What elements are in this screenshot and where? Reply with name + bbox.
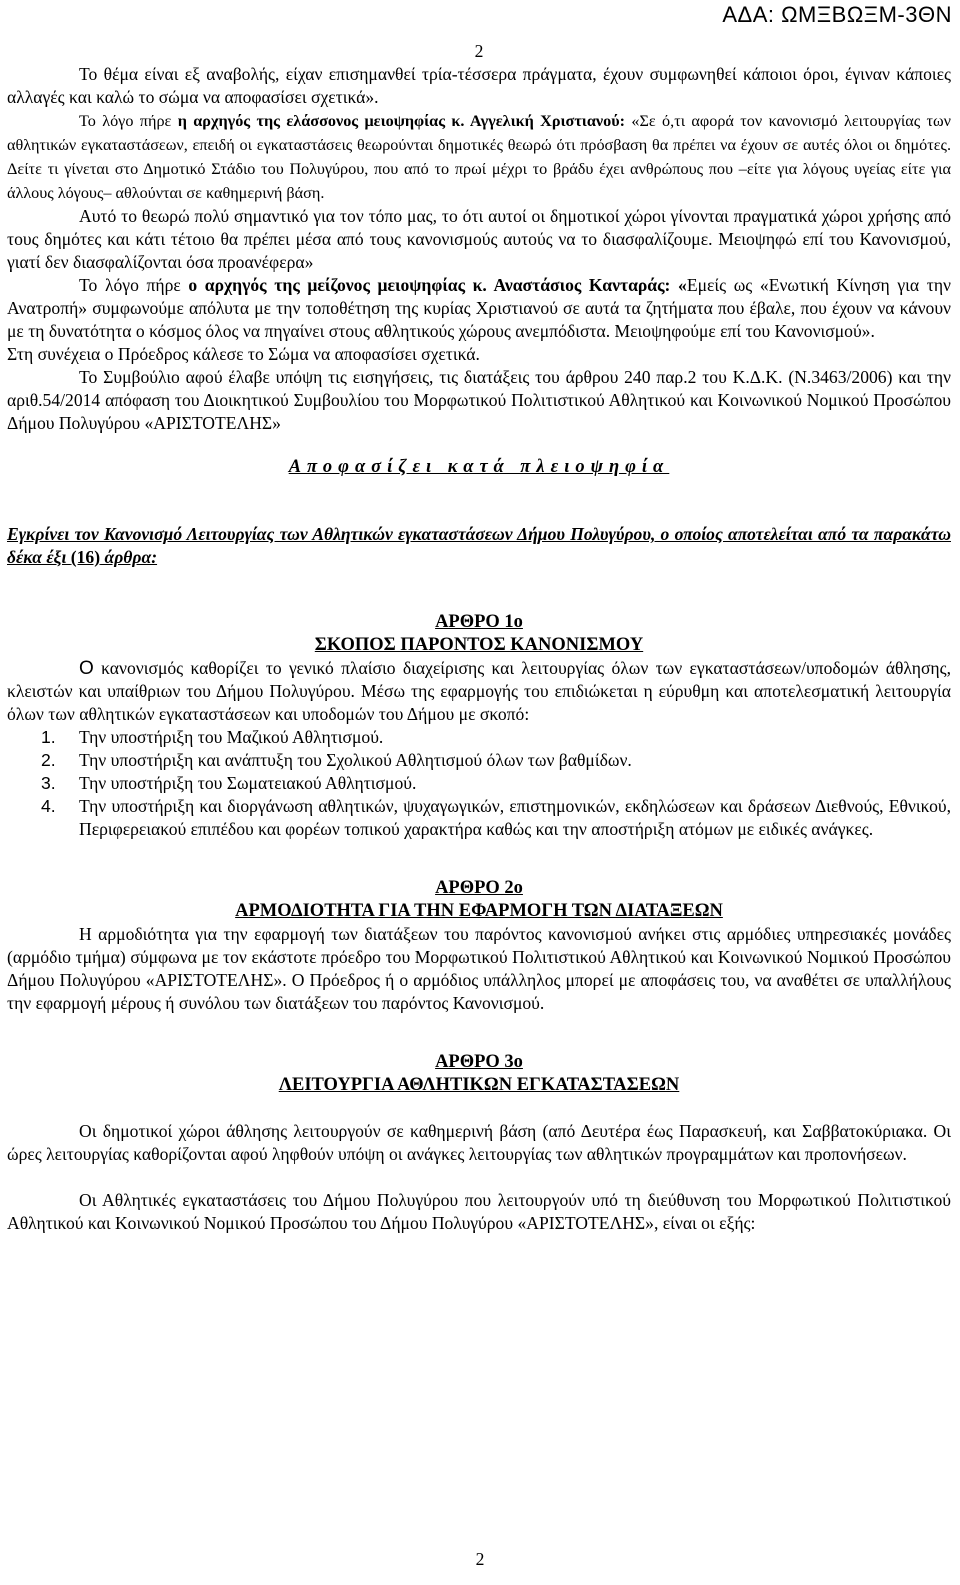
speech-christianou: «Σε ό,τι αφορά τον κανονισμό λειτουργίας των αθλητικών εγκαταστάσεων, επειδή οι εγκαταστάσεις θεωρούνται δημοτικές θεωρώ ότι πρόσβαση θα πρέπει να έχουν σε αυτές όλοι οι δημότες. Δείτε τι γίνεται στο Δημοτικό Στάδιο του Πολυγύρου, που από το πρωί μέχρι το βράδυ έχει ανθρώπους που –είτε για λόγους υγείας είτε για άλλους λόγους– αθλούνται σε καθημερινή βάση. bbox=[7, 112, 951, 202]
paragraph-president-closing: Το θέμα είναι εξ αναβολής, είχαν επισημανθεί τρία-τέσσερα πράγματα, έχουν συμφωνηθεί κάποιοι όροι, έγιναν κάποιες αλλαγές και καλώ το σώμα να αποφασίσει σχετικά». bbox=[7, 64, 951, 107]
list-item bbox=[7, 749, 951, 772]
paragraph-president-call: Στη συνέχεια ο Πρόεδρος κάλεσε το Σώμα να αποφασίσει σχετικά. bbox=[7, 344, 480, 364]
list-item bbox=[7, 772, 951, 795]
list-text: Την υποστήριξη του Σωματειακού Αθλητισμού. bbox=[79, 773, 417, 793]
article-1-intro bbox=[7, 657, 951, 726]
article-3-number: ΑΡΘΡΟ 3ο bbox=[435, 1052, 523, 1072]
list-number: 1. bbox=[41, 727, 56, 747]
list-text: Την υποστήριξη και ανάπτυξη του Σχολικού Αθλητισμού όλων των βαθμίδων. bbox=[79, 750, 632, 770]
article-3-body-1: Οι δημοτικοί χώροι άθλησης λειτουργούν σε καθημερινή βάση (από Δευτέρα έως Παρασκευή, και Σαββατοκύριακα. Οι ώρες λειτουργίας καθορίζονται αφού ληφθούν υπόψη οι ανάγκες λειτουργίας των αθλητικών προγραμμάτων και προπονήσεων. bbox=[7, 1121, 951, 1164]
speaker-christianou: η αρχηγός της ελάσσονος μειοψηφίας κ. Αγγελική Χριστιανού: bbox=[177, 112, 625, 130]
article-1-intro-text: κανονισμός καθορίζει το γενικό πλαίσιο διαχείρισης και λειτουργίας όλων των εγκαταστάσεων/υποδομών άθλησης, κλειστών και υπαίθριων του Δήμου Πολυγύρου. Μέσω της εφαρμογής του επιδιώκεται η εύρυθμη και αποτελεσματική λειτουργία όλων των αθλητικών εγκαταστάσεων και υποδομών του Δήμου με σκοπό: bbox=[7, 658, 951, 724]
approval-tail: άρθρα: bbox=[100, 547, 158, 567]
article-1-initial: Ο bbox=[79, 658, 94, 679]
decision-heading: Αποφασίζει κατά πλειοψηφία bbox=[288, 457, 670, 477]
list-text: Την υποστήριξη του Μαζικού Αθλητισμού. bbox=[79, 727, 384, 747]
approval-statement bbox=[7, 523, 951, 569]
article-3-body-2: Οι Αθλητικές εγκαταστάσεις του Δήμου Πολυγύρου που λειτουργούν υπό τη διεύθυνση του Μορφωτικού Πολιτιστικού Αθλητικού και Κοινωνικού Νομικού Προσώπου του Δήμου Πολυγύρου «ΑΡΙΣΤΟΤΕΛΗΣ», είναι οι εξής: bbox=[7, 1190, 951, 1233]
paragraph-council-considerations: Το Συμβούλιο αφού έλαβε υπόψη τις εισηγήσεις, τις διατάξεις του άρθρου 240 παρ.2 του Κ.Δ.Κ. (Ν.3463/2006) και την αριθ.54/2014 απόφαση του Διοικητικού Συμβουλίου του Μορφωτικού Πολιτιστικού Αθλητικού και Κοινωνικού Νομικού Προσώπου Δήμου Πολυγύρου «ΑΡΙΣΤΟΤΕΛΗΣ» bbox=[7, 367, 951, 433]
list-number: 4. bbox=[41, 796, 56, 816]
list-number: 3. bbox=[41, 773, 56, 793]
article-2-number: ΑΡΘΡΟ 2ο bbox=[435, 878, 523, 898]
speech-lead: Το λόγο πήρε bbox=[79, 112, 178, 130]
page-number-bottom: 2 bbox=[475, 1549, 485, 1569]
speech-kantaras: Εμείς ως «Ενωτική Κίνηση για την Ανατροπή» συμφωνούμε απόλυτα με την τοποθέτηση της κυρίας Χριστιανού σε αυτά τα ζητήματα που έβαλε, που έχουν να κάνουν με τη δυνατότητα ο κόσμος όλος να πηγαίνει στους αθλητικούς χώρους ανεμπόδιστα. Μειοψηφούμε επί του Κανονισμού». bbox=[7, 275, 951, 341]
article-count: (16) bbox=[70, 547, 101, 567]
document-page bbox=[7, 40, 951, 1235]
list-number: 2. bbox=[41, 750, 56, 770]
article-3-title: ΛΕΙΤΟΥΡΓΙΑ ΑΘΛΗΤΙΚΩΝ ΕΓΚΑΤΑΣΤΑΣΕΩΝ bbox=[278, 1075, 680, 1095]
ada-identifier: ΑΔΑ: ΩΜΞΒΩΞΜ-3ΘΝ bbox=[722, 2, 952, 27]
list-item bbox=[7, 726, 951, 749]
article-1-list bbox=[7, 726, 951, 841]
list-text: Την υποστήριξη και διοργάνωση αθλητικών, ψυχαγωγικών, επιστημονικών, εκδηλώσεων και δράσεων Διεθνούς, Εθνικού, Περιφερειακού επιπέδου και φορέων τοπικού χαρακτήρα καθώς και την αποστήριξη ατόμων με ειδικές ανάγκες. bbox=[79, 796, 951, 839]
approval-text: Εγκρίνει τον Κανονισμό Λειτουργίας των Αθλητικών εγκαταστάσεων Δήμου Πολυγύρου, ο οποίος αποτελείται από τα παρακάτω δέκα έξι bbox=[7, 524, 951, 567]
list-item bbox=[7, 795, 951, 841]
speech-lead: Το λόγο πήρε bbox=[79, 275, 189, 295]
article-2-title: ΑΡΜΟΔΙΟΤΗΤΑ ΓΙΑ ΤΗΝ ΕΦΑΡΜΟΓΗ ΤΩΝ ΔΙΑΤΑΞΕΩΝ bbox=[235, 901, 723, 921]
speaker-kantaras: ο αρχηγός της μείζονος μειοψηφίας κ. Αναστάσιος Κανταράς: « bbox=[188, 275, 687, 295]
article-1-title: ΣΚΟΠΟΣ ΠΑΡΟΝΤΟΣ ΚΑΝΟΝΙΣΜΟΥ bbox=[314, 635, 644, 655]
page-number-top: 2 bbox=[474, 41, 484, 61]
article-2-body: Η αρμοδιότητα για την εφαρμογή των διατάξεων του παρόντος κανονισμού ανήκει στις αρμόδιες υπηρεσιακές μονάδες (αρμόδιο τμήμα) σύμφωνα με τον εκάστοτε πρόεδρο του Μορφωτικού Πολιτιστικού Αθλητικού και Κοινωνικού Νομικού Προσώπου Δήμου Πολυγύρου «ΑΡΙΣΤΟΤΕΛΗΣ». Ο Πρόεδρος ή ο αρμόδιος υπάλληλος μπορεί με αποφάσεις του, να αναθέτει σε υπαλλήλους την εφαρμογή μέρους ή συνόλου των διατάξεων του παρόντος Κανονισμού. bbox=[7, 924, 951, 1013]
paragraph-christianou bbox=[7, 109, 951, 205]
article-1-number: ΑΡΘΡΟ 1ο bbox=[435, 612, 523, 632]
paragraph-christianou-cont: Αυτό το θεωρώ πολύ σημαντικό για τον τόπο μας, το ότι αυτοί οι δημοτικοί χώροι γίνονται πραγματικά χώροι χρήσης από τους δημότες και κάτι τέτοιο θα πρέπει μέσα από τους κανονισμούς αυτούς να το διασφαλίζουμε. Μειοψηφώ επί του Κανονισμού, γιατί δεν διασφαλίζονται όσα προανέφερα» bbox=[7, 206, 951, 272]
paragraph-kantaras bbox=[7, 274, 951, 343]
